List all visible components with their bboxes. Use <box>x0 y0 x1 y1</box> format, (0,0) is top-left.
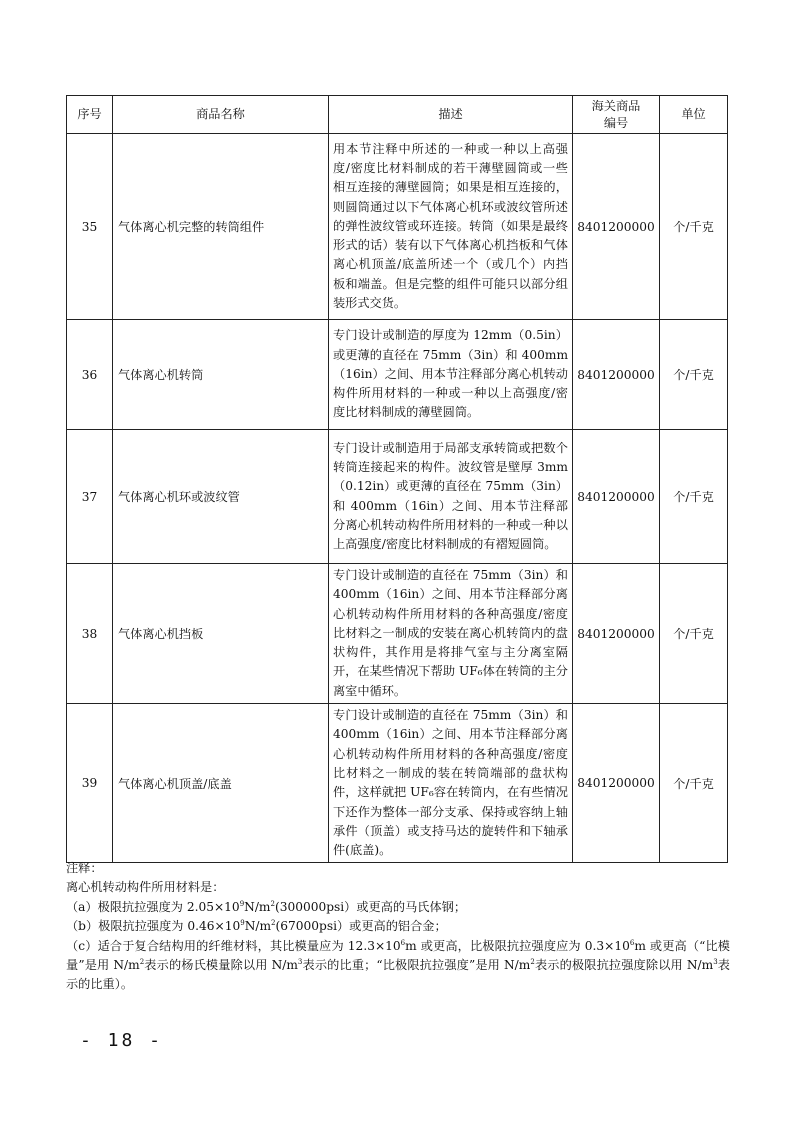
row-code: 8401200000 <box>573 704 660 863</box>
note-b-mid: N/m <box>244 919 272 934</box>
note-c2-mid2: 表示的比重；“比极限抗拉强度”是用 N/m <box>302 958 531 973</box>
row-name: 气体离心机顶盖/底盖 <box>113 704 329 863</box>
note-c1-exp: 6 <box>400 938 406 947</box>
goods-table <box>66 95 728 863</box>
header-code-text: 海关商品编号 <box>591 98 641 130</box>
table-header-row <box>67 96 728 134</box>
row-name: 气体离心机转筒 <box>113 320 329 430</box>
note-a-exp: 9 <box>239 899 245 908</box>
note-c2-exp: 2 <box>139 957 145 966</box>
note-c1-post: m 或更高（“比模量”是用 N/m <box>66 938 730 973</box>
row-no: 37 <box>67 430 113 564</box>
goods-table-container <box>66 95 727 863</box>
header-unit: 单位 <box>660 96 728 134</box>
table-row <box>67 320 728 430</box>
note-b <box>66 917 730 936</box>
row-code: 8401200000 <box>573 134 660 320</box>
notes-intro: 离心机转动构件所用材料是： <box>66 880 225 895</box>
note-c2-mid: 表示的杨氏模量除以用 N/m <box>144 958 298 973</box>
table-row <box>67 704 728 863</box>
row-desc: 专门设计或制造的直径在 75mm（3in）和 400mm（16in）之间、用本节注释部分离心机转动构件所用材料的各种高强度/密度比材料之一制成的装在转筒端部的盘状构件，这样就把 UF₆容在转筒内，在有些情况下还作为整体一部分支承、保持或容纳上轴承件（顶盖）或支持马达的旋转件和下轴承件(底盖)。 <box>329 704 573 863</box>
note-c2-exp3: 2 <box>530 957 535 966</box>
note-c2-post: 表示的比重）。 <box>66 958 730 992</box>
note-c1-pre: （c）适合于复合结构用的纤维材料，其比模量应为 12.3×10 <box>66 938 401 953</box>
row-code: 8401200000 <box>573 320 660 430</box>
note-b-pre: （b）极限抗拉强度为 0.46×10 <box>66 919 241 934</box>
header-desc: 描述 <box>329 96 573 134</box>
table-row <box>67 134 728 320</box>
note-b-exp2: 2 <box>271 919 276 928</box>
row-desc: 专门设计或制造的直径在 75mm（3in）和 400mm（16in）之间、用本节注释部分离心机转动构件所用材料的各种高强度/密度比材料之一制成的安装在离心机转筒内的盘状构件，其作用是将排气室与主分离室隔开，在某些情况下帮助 UF₆体在转筒的主分离室中循环。 <box>329 564 573 704</box>
row-no: 36 <box>67 320 113 430</box>
note-c2-exp2: 3 <box>297 957 303 966</box>
notes-title: 注释： <box>66 861 103 875</box>
note-a-exp2: 2 <box>270 899 275 908</box>
table-row <box>67 564 728 704</box>
row-no: 38 <box>67 564 113 704</box>
note-a-mid: N/m <box>244 899 271 914</box>
notes-section <box>66 859 730 995</box>
row-code: 8401200000 <box>573 564 660 704</box>
page-number: - 18 - <box>80 1030 164 1051</box>
note-a-pre: （a）极限抗拉强度为 2.05×10 <box>66 899 240 914</box>
row-code: 8401200000 <box>573 430 660 564</box>
row-unit: 个/千克 <box>660 564 728 704</box>
note-b-exp: 9 <box>240 919 245 928</box>
row-desc: 专门设计或制造用于局部支承转筒或把数个转筒连接起来的构件。波纹管是壁厚 3mm（0.12in）或更薄的直径在 75mm（3in）和 400mm（16in）之间、用本节注释部分离心机转动构件所用材料的一种或一种以上高强度/密度比材料制成的有褶短圆筒。 <box>329 430 573 564</box>
row-desc: 专门设计或制造的厚度为 12mm（0.5in）或更薄的直径在 75mm（3in）和 400mm（16in）之间、用本节注释部分离心机转动构件所用材料的一种或一种以上高强度/密度比材料制成的薄壁圆筒。 <box>329 320 573 430</box>
row-no: 35 <box>67 134 113 320</box>
row-name: 气体离心机完整的转筒组件 <box>113 134 329 320</box>
row-unit: 个/千克 <box>660 704 728 863</box>
header-no: 序号 <box>67 96 113 134</box>
note-c <box>66 937 730 995</box>
note-c1-mid: m 或更高，比极限抗拉强度应为 0.3×10 <box>405 938 630 953</box>
row-name: 气体离心机环或波纹管 <box>113 430 329 564</box>
header-code <box>573 96 660 134</box>
table-row <box>67 430 728 564</box>
row-unit: 个/千克 <box>660 430 728 564</box>
row-name: 气体离心机挡板 <box>113 564 329 704</box>
note-a <box>66 898 730 917</box>
note-b-post: (67000psi）或更高的铝合金； <box>275 919 447 934</box>
note-c1-exp2: 6 <box>629 938 635 947</box>
row-desc: 用本节注释中所述的一种或一种以上高强度/密度比材料制成的若干薄壁圆筒或一些相互连接的薄壁圆筒；如果是相互连接的，则圆筒通过以下气体离心机环或波纹管所述的弹性波纹管或环连接。转筒（如果是最终形式的话）装有以下气体离心机挡板和气体离心机顶盖/底盖所述一个（或几个）内挡板和端盖。但是完整的组件可能只以部分组装形式交货。 <box>329 134 573 320</box>
row-unit: 个/千克 <box>660 320 728 430</box>
row-unit: 个/千克 <box>660 134 728 320</box>
note-c2-exp4: 3 <box>713 957 718 966</box>
note-c2-mid3: 表示的极限抗拉强度除以用 N/m <box>534 958 714 973</box>
note-a-post: (300000psi）或更高的马氏体钢； <box>274 899 467 914</box>
header-name: 商品名称 <box>113 96 329 134</box>
row-no: 39 <box>67 704 113 863</box>
